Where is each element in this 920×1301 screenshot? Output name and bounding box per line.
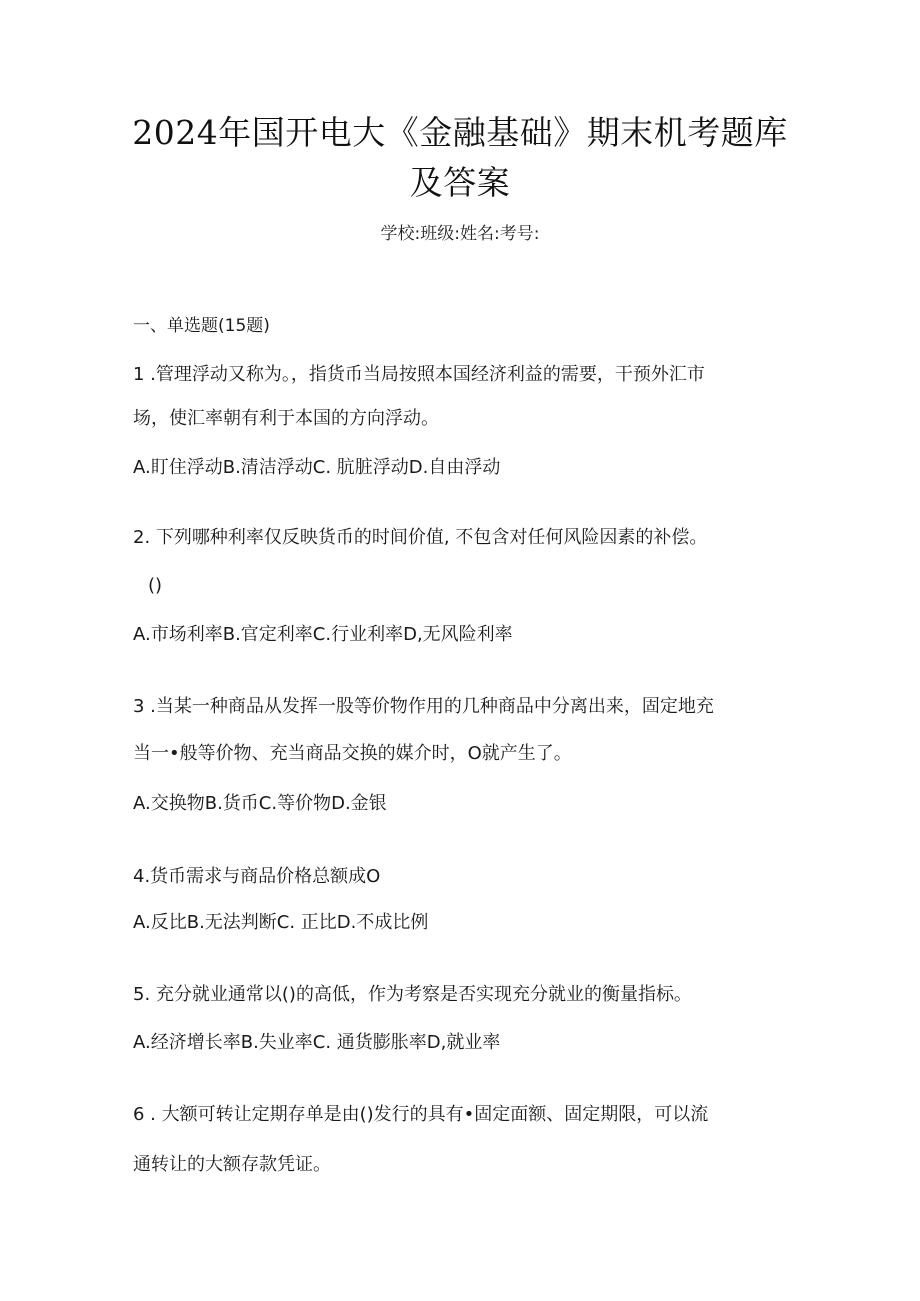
question-2-options: A.市场利率B.官定利率C.行业利率D,无风险利率	[133, 624, 513, 645]
question-1-text: 1 .管理浮动又称为。，指货币当局按照本国经济利益的需要，干预外汇市	[133, 364, 705, 385]
question-3-options: A.交换物B.货币C.等价物D.金银	[133, 793, 387, 814]
question-2-text: 2. 下列哪种利率仅反映货币的时间价值, 不包含对任何风险因素的补偿。	[133, 527, 708, 548]
question-3-text-continued: 当一•般等价物、充当商品交换的媒介时，O就产生了。	[133, 743, 572, 764]
student-info-line: 学校:班级:姓名:考号:	[380, 224, 540, 244]
question-4-options: A.反比B.无法判断C. 正比D.不成比例	[133, 912, 429, 933]
question-3-text: 3 .当某一种商品从发挥一股等价物作用的几种商品中分离出来，固定地充	[133, 696, 714, 717]
question-6-text: 6 . 大额可转让定期存单是由()发行的具有•固定面额、固定期限，可以流	[133, 1104, 709, 1125]
question-1-text-continued: 场，使汇率朝有利于本国的方向浮动。	[133, 408, 439, 429]
question-1-options: A.盯住浮动B.清洁浮动C. 肮脏浮动D.自由浮动	[133, 457, 501, 478]
document-title-line-2: 及答案	[409, 163, 511, 202]
question-6-text-continued: 通转让的大额存款凭证。	[133, 1154, 331, 1175]
document-title-line-1: 2024年国开电大《金融基础》期末机考题库	[132, 113, 788, 152]
section-heading: 一、单选题(15题)	[133, 316, 270, 336]
question-5-options: A.经济增长率B.失业率C. 通货膨胀率D,就业率	[133, 1032, 501, 1053]
question-5-text: 5. 充分就业通常以()的高低，作为考察是否实现充分就业的衡量指标。	[133, 984, 692, 1005]
question-2-text-continued: ()	[148, 575, 163, 596]
question-4-text: 4.货币需求与商品价格总额成O	[133, 866, 381, 887]
